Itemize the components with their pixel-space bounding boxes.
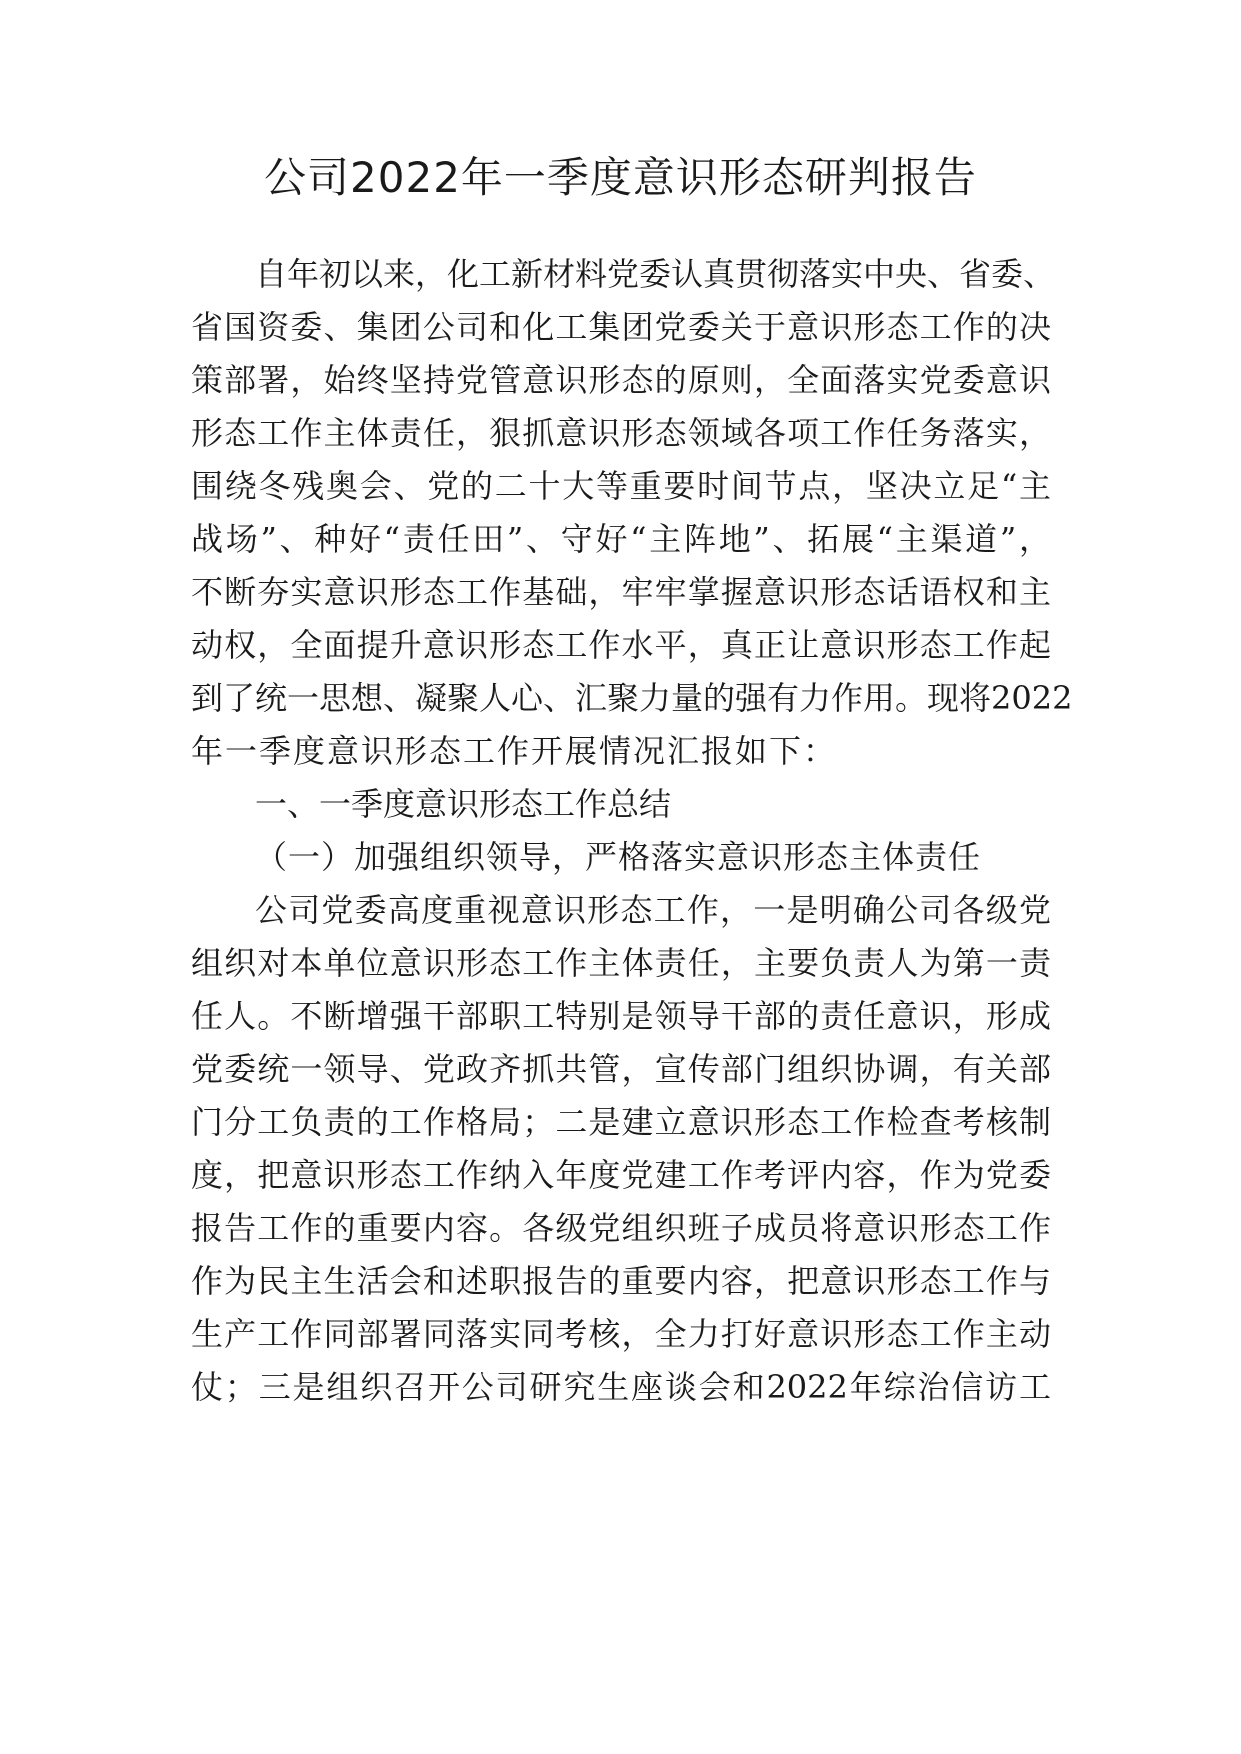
text-line: 任人。不断增强干部职工特别是领导干部的责任意识，形成: [191, 997, 1051, 1035]
text-line: 到了统一思想、凝聚人心、汇聚力量的强有力作用。现将2022: [191, 679, 1073, 717]
subsection-heading: （一）加强组织领导，严格落实意识形态主体责任: [255, 838, 982, 876]
text-line: 组织对本单位意识形态工作主体责任，主要负责人为第一责: [191, 944, 1051, 982]
text-line: 报告工作的重要内容。各级党组织班子成员将意识形态工作: [191, 1209, 1051, 1247]
document-title: 公司2022年一季度意识形态研判报告: [264, 153, 977, 202]
text-line: 围绕冬残奥会、党的二十大等重要时间节点，坚决立足“主: [191, 467, 1051, 505]
text-line: 门分工负责的工作格局；二是建立意识形态工作检查考核制: [191, 1103, 1051, 1141]
text-line: 省国资委、集团公司和化工集团党委关于意识形态工作的决: [191, 308, 1051, 346]
text-line: 动权，全面提升意识形态工作水平，真正让意识形态工作起: [191, 626, 1051, 664]
text-line: 公司党委高度重视意识形态工作，一是明确公司各级党: [255, 891, 1051, 929]
text-line: 作为民主生活会和述职报告的重要内容，把意识形态工作与: [191, 1262, 1051, 1300]
text-line: 党委统一领导、党政齐抓共管，宣传部门组织协调，有关部: [191, 1050, 1051, 1088]
text-line: 战场”、种好“责任田”、守好“主阵地”、拓展“主渠道”，: [191, 520, 1051, 558]
text-line: 不断夯实意识形态工作基础，牢牢掌握意识形态话语权和主: [191, 573, 1051, 611]
text-line: 自年初以来，化工新材料党委认真贯彻落实中央、省委、: [255, 255, 1056, 293]
text-line: 年一季度意识形态工作开展情况汇报如下：: [191, 732, 838, 770]
text-line: 仗；三是组织召开公司研究生座谈会和2022年综治信访工: [191, 1368, 1051, 1406]
section-heading: 一、一季度意识形态工作总结: [255, 785, 672, 823]
text-line: 度，把意识形态工作纳入年度党建工作考评内容，作为党委: [191, 1156, 1051, 1194]
text-line: 形态工作主体责任，狠抓意识形态领域各项工作任务落实，: [191, 414, 1051, 452]
text-line: 策部署，始终坚持党管意识形态的原则，全面落实党委意识: [191, 361, 1051, 399]
text-line: 生产工作同部署同落实同考核，全力打好意识形态工作主动: [191, 1315, 1051, 1353]
